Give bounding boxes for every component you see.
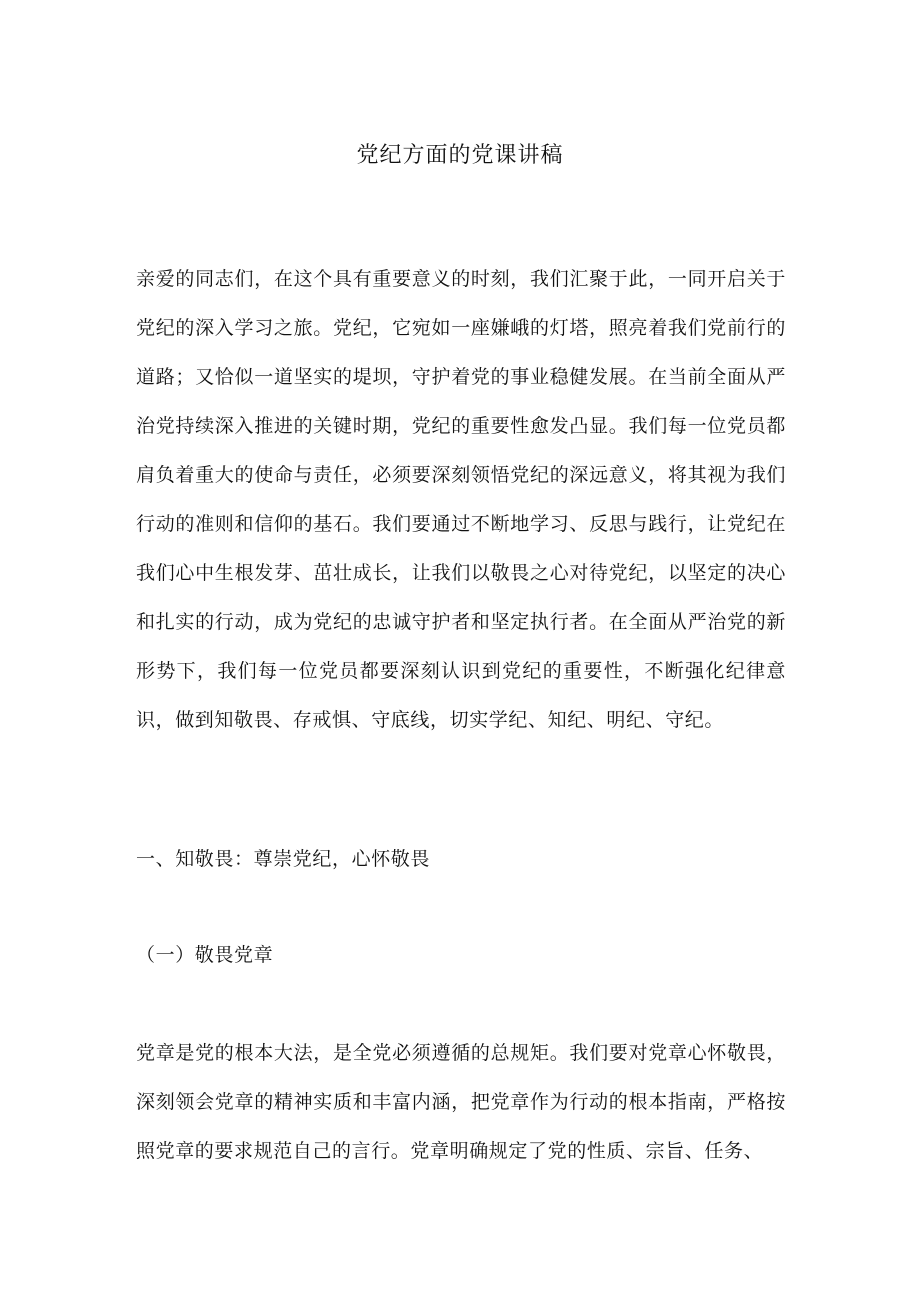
- section-heading: 一、知敬畏：尊崇党纪，心怀敬畏: [136, 848, 431, 870]
- body-paragraph: 党章是党的根本大法，是全党必须遵循的总规矩。我们要对党章心怀敬畏，深刻领会党章的精神实质和丰富内涵，把党章作为行动的根本指南，严格按照党章的要求规范自己的言行。党章明确规定了党的性质、宗旨、任务、: [136, 1042, 786, 1162]
- subsection-heading: （一）敬畏党章: [136, 944, 274, 966]
- document-title: 党纪方面的党课讲稿: [356, 143, 564, 168]
- intro-paragraph: 亲爱的同志们，在这个具有重要意义的时刻，我们汇聚于此，一同开启关于党纪的深入学习之旅。党纪，它宛如一座嫌峨的灯塔，照亮着我们党前行的道路；又恰似一道坚实的堤坝，守护着党的事业稳健发展。在当前全面从严治党持续深入推进的关键时期，党纪的重要性愈发凸显。我们每一位党员都肩负着重大的使命与责任，必须要深刻领悟党纪的深远意义，将其视为我们行动的准则和信仰的基石。我们要通过不断地学习、反思与践行，让党纪在我们心中生根发芽、茁壮成长，让我们以敬畏之心对待党纪，以坚定的决心和扎实的行动，成为党纪的忠诚守护者和坚定执行者。在全面从严治党的新形势下，我们每一位党员都要深刻认识到党纪的重要性，不断强化纪律意识，做到知敬畏、存戒惧、守底线，切实学纪、知纪、明纪、守纪。: [136, 268, 786, 731]
